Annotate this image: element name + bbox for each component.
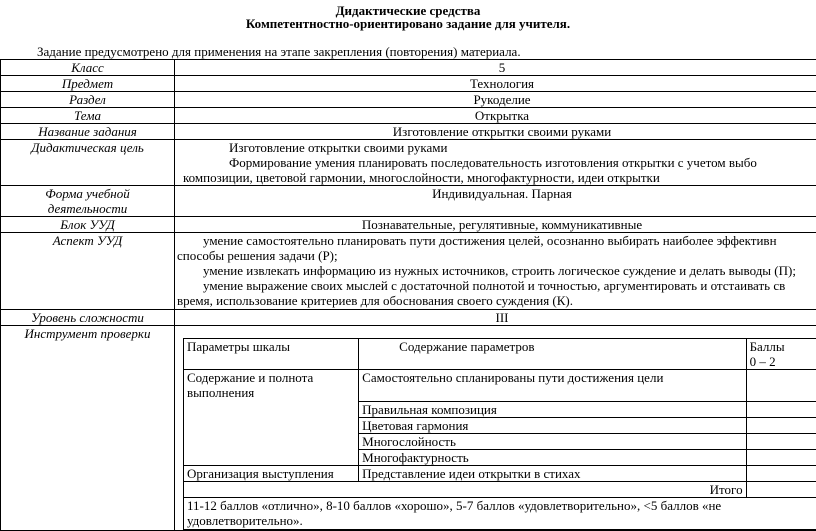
criteria-item: Цветовая гармония bbox=[359, 418, 746, 434]
uud-aspect-value bbox=[175, 233, 816, 310]
table-row bbox=[1, 92, 816, 108]
criteria-score-cell bbox=[746, 434, 816, 450]
aspect-line: способы решения задачи (Р); bbox=[177, 248, 816, 263]
uud-block-value: Познавательные, регулятивные, коммуникативные bbox=[175, 217, 816, 233]
criteria-score-cell bbox=[746, 450, 816, 466]
difficulty-label: Уровень сложности bbox=[1, 310, 175, 326]
topic-value: Открытка bbox=[175, 108, 816, 124]
document-subtitle: Компетентностно-ориентировано задание для учителя. bbox=[0, 16, 816, 31]
criteria-item: Правильная композиция bbox=[359, 402, 746, 418]
check-tool-value bbox=[175, 326, 816, 531]
uud-aspect-label: Аспект УУД bbox=[1, 233, 175, 310]
total-label: Итого bbox=[184, 482, 747, 498]
criteria-item: Представление идеи открытки в стихах bbox=[359, 466, 746, 482]
task-name-label: Название задания bbox=[1, 124, 175, 140]
document-title: Дидактические средства bbox=[0, 3, 816, 18]
table-row bbox=[1, 310, 816, 326]
didactic-goal-label: Дидактическая цель bbox=[1, 140, 175, 186]
table-row bbox=[1, 140, 816, 186]
criteria-score-cell bbox=[746, 402, 816, 418]
table-row bbox=[1, 233, 816, 310]
criteria-score-cell bbox=[746, 466, 816, 482]
points-label: Баллы bbox=[750, 339, 816, 354]
grading-scale-line: 11-12 баллов «отлично», 8-10 баллов «хорошо», 5-7 баллов «удовлетворительно», <5 баллов «не bbox=[187, 498, 816, 513]
activity-form-value: Индивидуальная. Парная bbox=[175, 186, 816, 217]
check-tool-label: Инструмент проверки bbox=[1, 326, 175, 531]
criteria-table bbox=[183, 338, 816, 530]
points-range: 0 – 2 bbox=[750, 354, 816, 369]
criteria-group-speech: Организация выступления bbox=[184, 466, 359, 482]
difficulty-value: III bbox=[175, 310, 816, 326]
uud-block-label: Блок УУД bbox=[1, 217, 175, 233]
subject-value: Технология bbox=[175, 76, 816, 92]
class-label: Класс bbox=[1, 60, 175, 76]
aspect-line: умение самостоятельно планировать пути достижения целей, осознанно выбирать наиболее эффективн bbox=[177, 233, 816, 248]
goal-line: композиции, цветовой гармонии, многослойности, многофактурности, идеи открытки bbox=[177, 170, 816, 185]
table-row bbox=[184, 370, 816, 402]
section-label: Раздел bbox=[1, 92, 175, 108]
class-value: 5 bbox=[175, 60, 816, 76]
grading-scale-line: удовлетворительно». bbox=[187, 513, 816, 528]
criteria-group-content: Содержание и полнота выполнения bbox=[184, 370, 359, 466]
task-name-value: Изготовление открытки своими руками bbox=[175, 124, 816, 140]
aspect-line: умение выражение своих мыслей с достаточной полнотой и точностью, аргументировать и отстаивать св bbox=[177, 278, 816, 293]
activity-form-label bbox=[1, 186, 175, 217]
goal-line: Формирование умения планировать последовательность изготовления открытки с учетом выбо bbox=[177, 155, 816, 170]
criteria-score-cell bbox=[746, 370, 816, 402]
total-score-cell bbox=[746, 482, 816, 498]
table-row bbox=[1, 217, 816, 233]
didactic-goal-value bbox=[175, 140, 816, 186]
goal-line: Изготовление открытки своими руками bbox=[177, 140, 816, 155]
criteria-score-cell bbox=[746, 418, 816, 434]
table-row bbox=[1, 108, 816, 124]
table-row bbox=[1, 326, 816, 531]
table-row bbox=[184, 339, 816, 370]
subject-label: Предмет bbox=[1, 76, 175, 92]
aspect-line: умение извлекать информацию из нужных источников, строить логическое суждение и делать выводы (П); bbox=[177, 263, 816, 278]
activity-form-label-line: деятельности bbox=[3, 201, 172, 216]
table-row bbox=[1, 76, 816, 92]
criteria-item: Многослойность bbox=[359, 434, 746, 450]
table-row bbox=[184, 482, 816, 498]
criteria-item: Самостоятельно спланированы пути достижения цели bbox=[359, 370, 746, 402]
table-row bbox=[1, 60, 816, 76]
table-row bbox=[1, 124, 816, 140]
criteria-item: Многофактурность bbox=[359, 450, 746, 466]
criteria-header-points bbox=[746, 339, 816, 370]
task-table bbox=[0, 59, 816, 531]
aspect-line: время, использование критериев для обоснования своего суждения (К). bbox=[177, 293, 816, 308]
criteria-header-params: Параметры шкалы bbox=[184, 339, 359, 370]
intro-text: Задание предусмотрено для применения на этапе закрепления (повторения) материала. bbox=[37, 44, 521, 60]
criteria-header-content: Содержание параметров bbox=[359, 339, 746, 370]
activity-form-label-line: Форма учебной bbox=[3, 186, 172, 201]
section-value: Рукоделие bbox=[175, 92, 816, 108]
table-row bbox=[1, 186, 816, 217]
topic-label: Тема bbox=[1, 108, 175, 124]
table-row bbox=[184, 466, 816, 482]
